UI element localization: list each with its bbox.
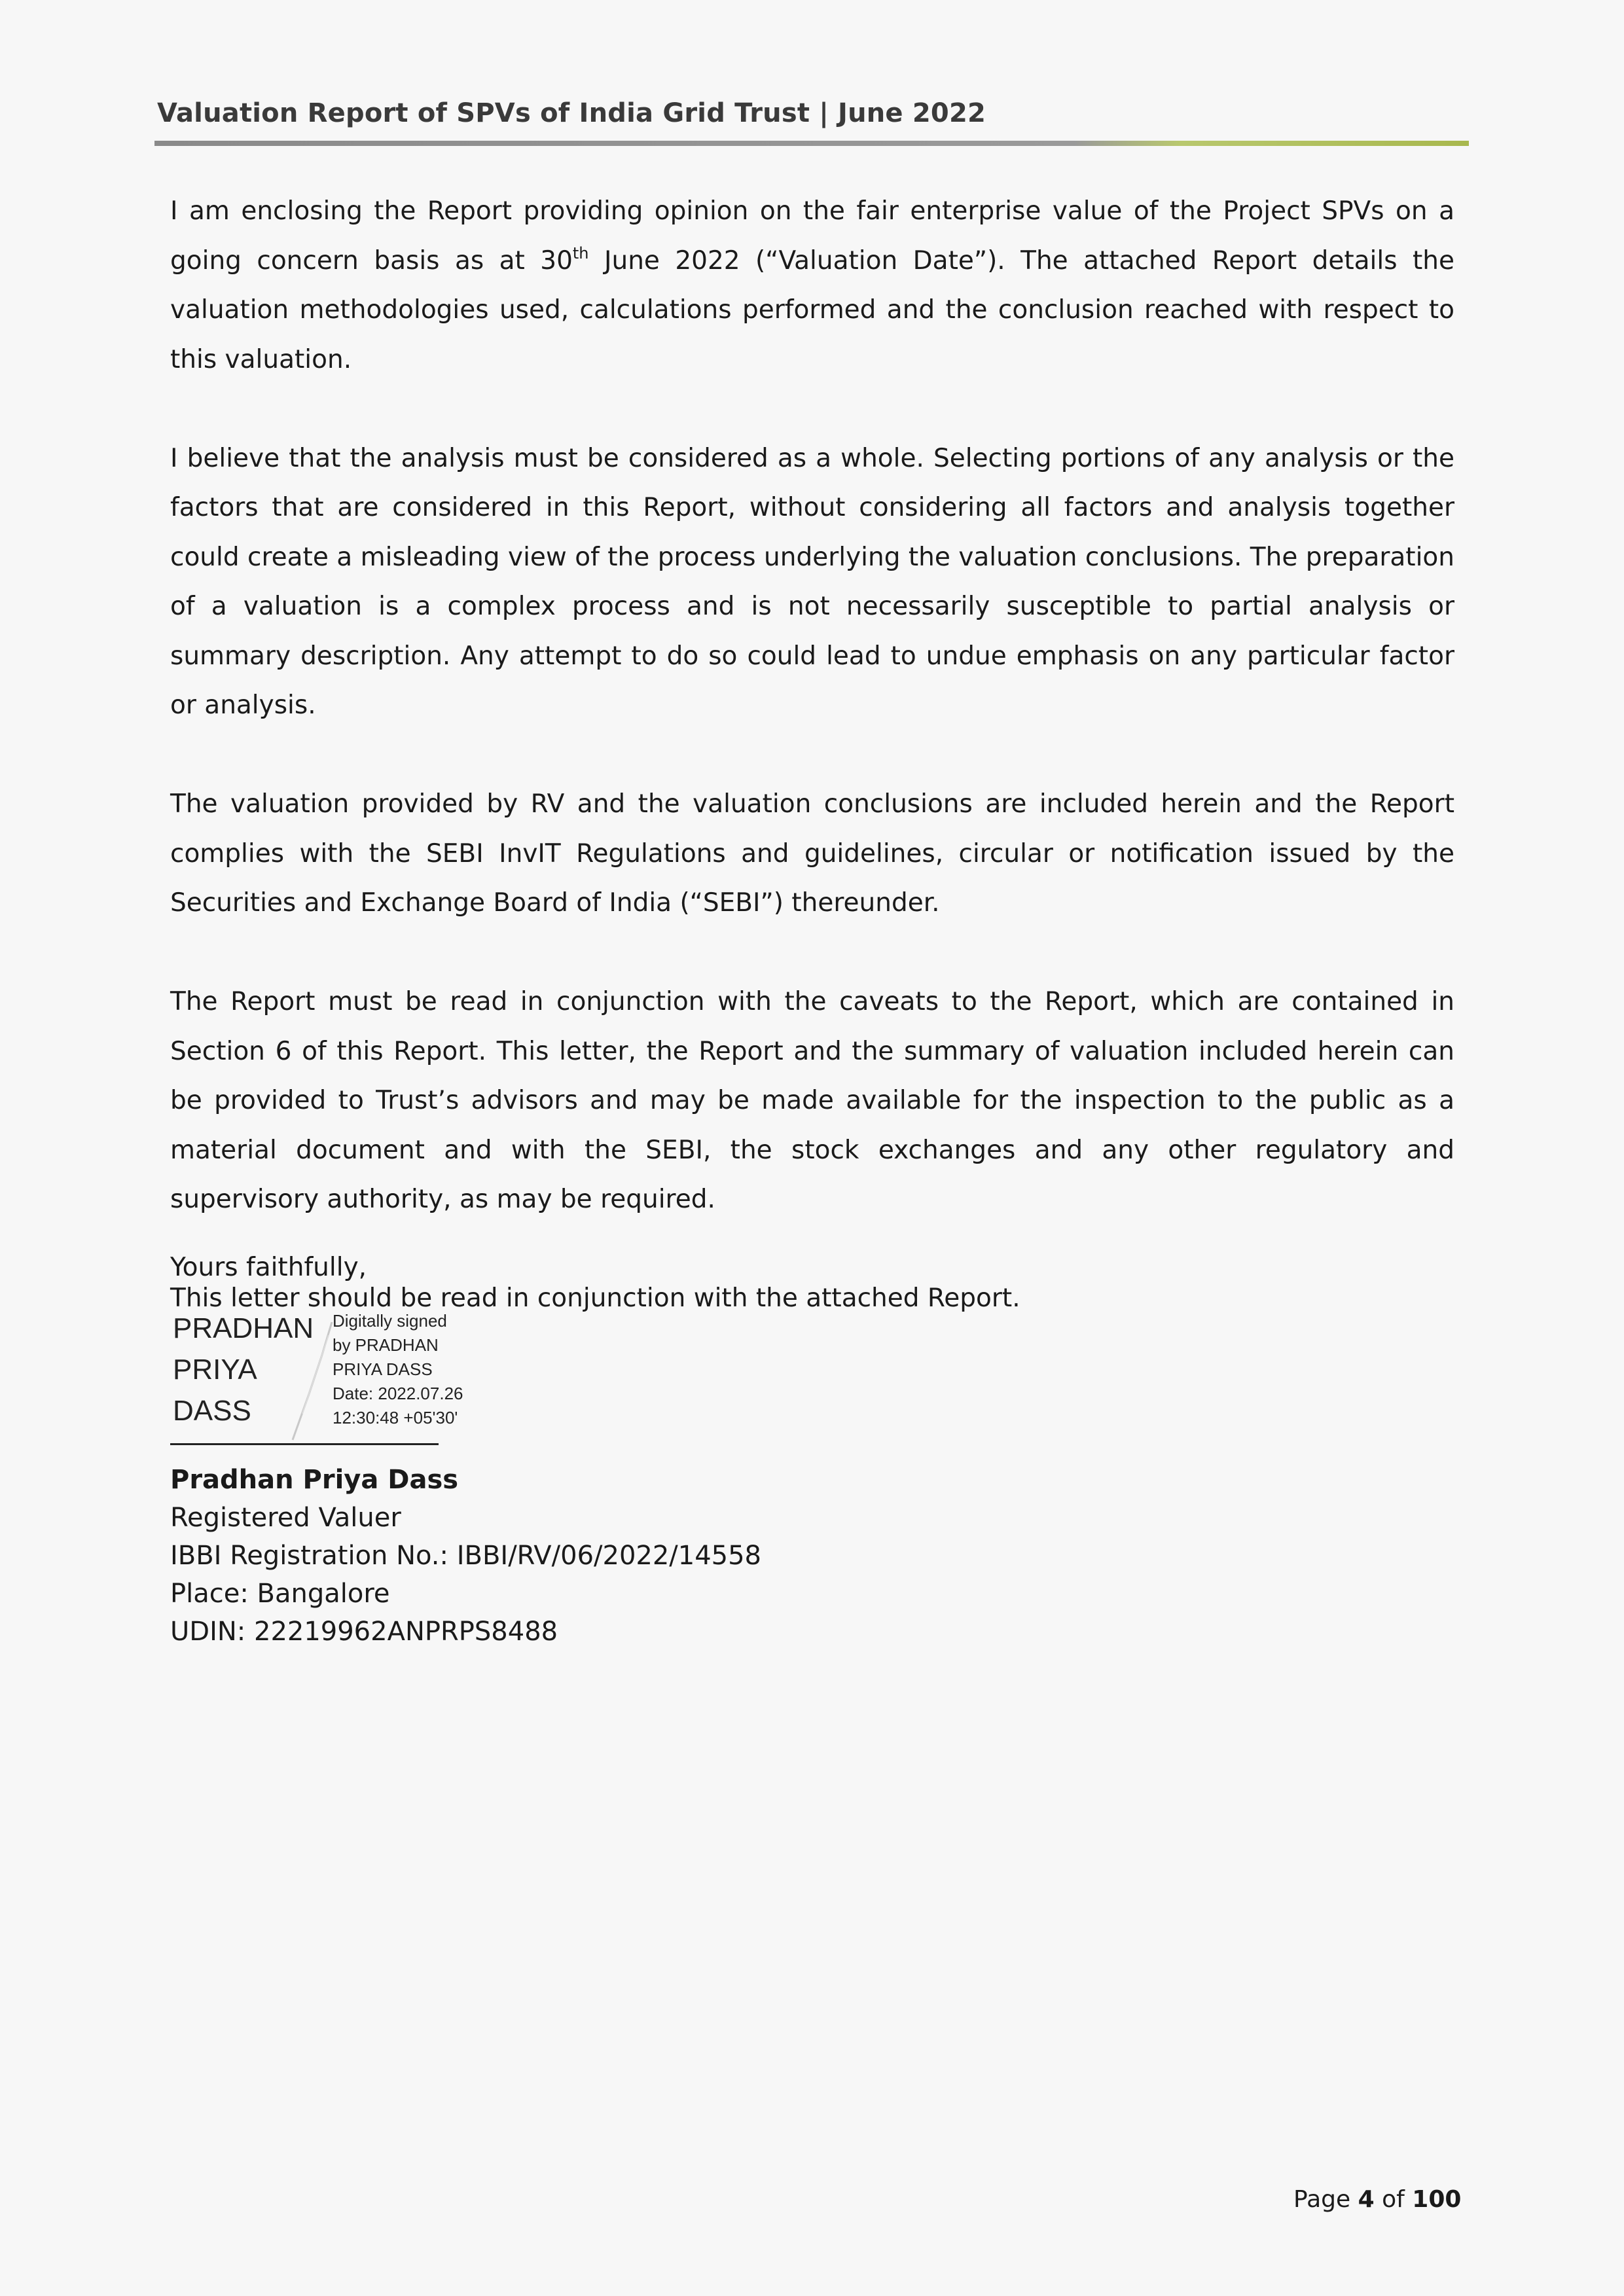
signature-stroke-icon <box>283 1316 335 1446</box>
closing-salutation: Yours faithfully, <box>170 1253 367 1282</box>
signer-name: Pradhan Priya Dass <box>170 1465 459 1495</box>
page-current: 4 <box>1358 2186 1375 2213</box>
paragraph-1-text: I am enclosing the Report providing opinion on the fair enterprise value of the Project SPVs on a going concern basis as at 30 <box>170 196 1454 276</box>
signer-place: Place: Bangalore <box>170 1579 390 1609</box>
signature-metadata <box>333 1309 463 1430</box>
page-label: Page <box>1293 2186 1351 2213</box>
paragraph-1-text-cont: June 2022 (“Valuation Date”). The attached Report details the valuation methodologies used, calculations performed and the conclusion reached with respect to this valuation. <box>170 245 1454 374</box>
paragraph-1 <box>170 187 1454 384</box>
signature-meta-line: Digitally signed <box>333 1311 447 1331</box>
page-total: 100 <box>1412 2186 1462 2213</box>
signer-details <box>170 1461 761 1651</box>
header-date: June 2022 <box>838 98 986 128</box>
signature-line <box>170 1443 439 1445</box>
signature-meta-line: by PRADHAN <box>333 1335 439 1355</box>
header-divider <box>154 141 1469 146</box>
signature-meta-line: 12:30:48 +05'30' <box>333 1408 458 1427</box>
paragraph-3: The valuation provided by RV and the valuation conclusions are included herein and the Report complies with the SEBI InvIT Regulations and guidelines, circular or notification issued by the Securities and Exchange Board of India (“SEBI”) thereunder. <box>170 789 1454 918</box>
signer-role: Registered Valuer <box>170 1503 401 1533</box>
signature-name-line: PRIYA <box>173 1354 257 1386</box>
signature-name-line: PRADHAN <box>173 1312 314 1344</box>
ordinal-suffix: th <box>572 243 589 262</box>
page-of: of <box>1382 2186 1405 2213</box>
report-header-title <box>157 98 986 128</box>
letter-body <box>170 187 1454 1323</box>
signature-meta-line: Date: 2022.07.26 <box>333 1384 463 1403</box>
header-separator: | <box>819 98 829 128</box>
signer-udin: UDIN: 22219962ANPRPS8488 <box>170 1617 558 1647</box>
paragraph-4: The Report must be read in conjunction with the caveats to the Report, which are contained in Section 6 of this Report. This letter, the Report and the summary of valuation included herein can be provided to Trust’s advisors and may be made available for the inspection to the public as a material document and with the SEBI, the stock exchanges and any other regulatory and supervisory authority, as may be required. <box>170 987 1454 1214</box>
paragraph-2: I believe that the analysis must be considered as a whole. Selecting portions of any analysis or the factors that are considered in this Report, without considering all factors and analysis together could create a misleading view of the process underlying the valuation conclusions. The preparation of a valuation is a complex process and is not necessarily susceptible to partial analysis or summary description. Any attempt to do so could lead to undue emphasis on any particular factor or analysis. <box>170 443 1454 720</box>
page-number <box>1293 2186 1461 2213</box>
paragraph-5: This letter should be read in conjunction with the attached Report. <box>170 1283 1020 1313</box>
header-title-text: Valuation Report of SPVs of India Grid Trust <box>157 98 810 128</box>
signer-registration: IBBI Registration No.: IBBI/RV/06/2022/14558 <box>170 1541 762 1571</box>
digital-signature <box>171 1302 479 1446</box>
signature-meta-line: PRIYA DASS <box>333 1359 433 1379</box>
signature-name-line: DASS <box>173 1395 251 1427</box>
